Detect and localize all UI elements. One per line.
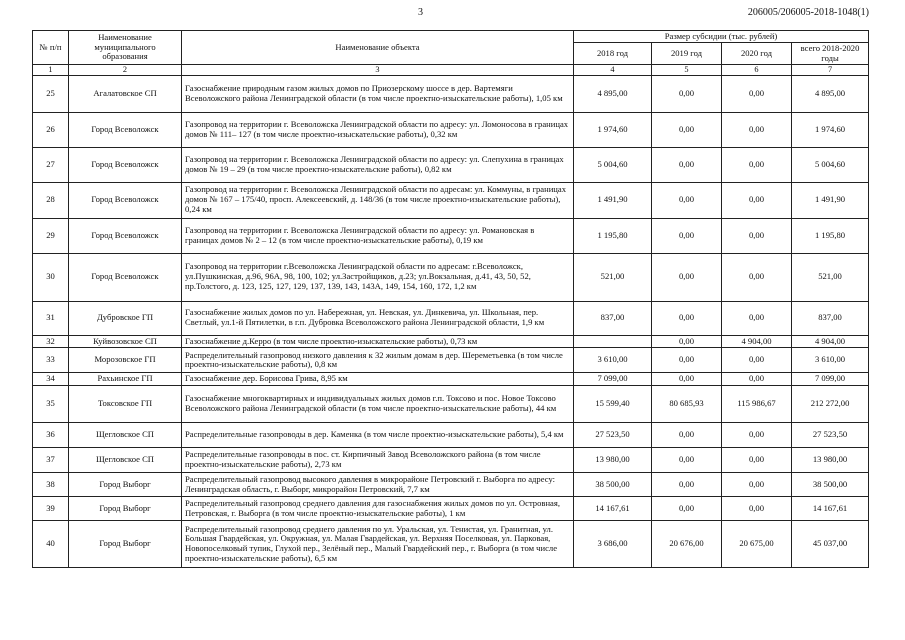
subsidy-2020-cell: 0,00 bbox=[722, 473, 792, 497]
municipality-cell: Токсовское ГП bbox=[69, 386, 182, 423]
subsidy-2020-cell: 115 986,67 bbox=[722, 386, 792, 423]
row-number: 31 bbox=[33, 301, 69, 335]
municipality-cell: Город Выборг bbox=[69, 521, 182, 568]
subsidy-total-cell: 1 195,80 bbox=[792, 218, 869, 253]
header-municipality: Наименование муниципального образования bbox=[69, 31, 182, 65]
row-number: 38 bbox=[33, 473, 69, 497]
municipality-cell: Дубровское ГП bbox=[69, 301, 182, 335]
row-number: 34 bbox=[33, 373, 69, 386]
table-row bbox=[33, 218, 869, 253]
municipality-cell: Рахьинское ГП bbox=[69, 373, 182, 386]
table-row bbox=[33, 448, 869, 473]
page-number: 3 bbox=[418, 7, 423, 18]
subsidy-2019-cell: 0,00 bbox=[652, 75, 722, 112]
row-number: 29 bbox=[33, 218, 69, 253]
column-number: 1 bbox=[33, 65, 69, 76]
subsidy-2018-cell: 14 167,61 bbox=[574, 497, 652, 521]
subsidy-total-cell: 7 099,00 bbox=[792, 373, 869, 386]
object-name-cell: Газопровод на территории г. Всеволожска Ленинградской области по адресу: ул. Ломоносова в границах домов № 111– 127 (в том числе проектно-изыскательские работы), 0,32 км bbox=[182, 112, 574, 147]
column-number: 3 bbox=[182, 65, 574, 76]
column-number: 6 bbox=[722, 65, 792, 76]
subsidy-2018-cell: 38 500,00 bbox=[574, 473, 652, 497]
row-number: 33 bbox=[33, 348, 69, 373]
subsidy-total-cell: 45 037,00 bbox=[792, 521, 869, 568]
subsidy-total-cell: 521,00 bbox=[792, 253, 869, 301]
subsidy-2020-cell: 0,00 bbox=[722, 497, 792, 521]
municipality-cell: Город Всеволожск bbox=[69, 147, 182, 182]
table-row bbox=[33, 301, 869, 335]
subsidy-2020-cell: 0,00 bbox=[722, 75, 792, 112]
row-number: 35 bbox=[33, 386, 69, 423]
row-number: 40 bbox=[33, 521, 69, 568]
object-name-cell: Газоснабжение природным газом жилых домов по Приозерскому шоссе в дер. Вартемяги Всеволожского района Ленинградской области (в том числе проектно-изыскательские работы), 1,05 км bbox=[182, 75, 574, 112]
subsidy-total-cell: 212 272,00 bbox=[792, 386, 869, 423]
object-name-cell: Распределительный газопровод среднего давления для газоснабжения жилых домов по ул. Островная, Петровская, г. Выборга (в том числе проектно-изыскательские работы), 1 км bbox=[182, 497, 574, 521]
object-name-cell: Газоснабжение д.Керро (в том числе проектно-изыскательские работы), 0,73 км bbox=[182, 335, 574, 348]
table-row bbox=[33, 386, 869, 423]
table-row bbox=[33, 335, 869, 348]
table-row bbox=[33, 473, 869, 497]
row-number: 37 bbox=[33, 448, 69, 473]
column-number-row bbox=[33, 65, 869, 76]
row-number: 39 bbox=[33, 497, 69, 521]
row-number: 28 bbox=[33, 182, 69, 218]
subsidy-2020-cell: 0,00 bbox=[722, 348, 792, 373]
header-total: всего 2018-2020 годы bbox=[792, 43, 869, 65]
table-row bbox=[33, 423, 869, 448]
header-num: № п/п bbox=[33, 31, 69, 65]
subsidy-total-cell: 1 974,60 bbox=[792, 112, 869, 147]
municipality-cell: Город Всеволожск bbox=[69, 253, 182, 301]
table-body bbox=[33, 75, 869, 568]
subsidy-2018-cell: 1 491,90 bbox=[574, 182, 652, 218]
subsidy-2018-cell: 521,00 bbox=[574, 253, 652, 301]
subsidy-2020-cell: 0,00 bbox=[722, 301, 792, 335]
subsidy-total-cell: 1 491,90 bbox=[792, 182, 869, 218]
subsidy-total-cell: 14 167,61 bbox=[792, 497, 869, 521]
subsidy-2020-cell: 0,00 bbox=[722, 373, 792, 386]
document-id: 206005/206005-2018-1048(1) bbox=[747, 7, 869, 18]
subsidy-total-cell: 4 904,00 bbox=[792, 335, 869, 348]
subsidy-2020-cell: 0,00 bbox=[722, 423, 792, 448]
subsidy-2018-cell: 3 686,00 bbox=[574, 521, 652, 568]
header-2018: 2018 год bbox=[574, 43, 652, 65]
table-row bbox=[33, 182, 869, 218]
municipality-cell: Город Выборг bbox=[69, 497, 182, 521]
object-name-cell: Газопровод на территории г. Всеволожска Ленинградской области по адресу: ул. Слепухина в границах домов № 19 – 29 (в том числе проектно-изыскательские работы), 0,82 км bbox=[182, 147, 574, 182]
subsidy-2018-cell: 1 195,80 bbox=[574, 218, 652, 253]
row-number: 36 bbox=[33, 423, 69, 448]
subsidy-2018-cell: 4 895,00 bbox=[574, 75, 652, 112]
subsidy-table bbox=[32, 30, 869, 568]
subsidy-2019-cell: 0,00 bbox=[652, 423, 722, 448]
subsidy-2018-cell: 1 974,60 bbox=[574, 112, 652, 147]
object-name-cell: Газоснабжение многоквартирных и индивидуальных жилых домов г.п. Токсово и пос. Новое Токсово Всеволожского района Ленинградской области (в том числе проектно-изыскательские работы), 44 км bbox=[182, 386, 574, 423]
column-number: 2 bbox=[69, 65, 182, 76]
subsidy-2018-cell: 15 599,40 bbox=[574, 386, 652, 423]
subsidy-total-cell: 3 610,00 bbox=[792, 348, 869, 373]
table-row bbox=[33, 112, 869, 147]
table-row bbox=[33, 147, 869, 182]
subsidy-2018-cell: 13 980,00 bbox=[574, 448, 652, 473]
subsidy-2019-cell: 0,00 bbox=[652, 473, 722, 497]
municipality-cell: Город Всеволожск bbox=[69, 112, 182, 147]
subsidy-2019-cell: 0,00 bbox=[652, 218, 722, 253]
object-name-cell: Распределительные газопроводы в пос. ст. Кирпичный Завод Всеволожского района (в том числе проектно-изыскательские работы), 2,73 км bbox=[182, 448, 574, 473]
object-name-cell: Распределительные газопроводы в дер. Каменка (в том числе проектно-изыскательские работы), 5,4 км bbox=[182, 423, 574, 448]
table-row bbox=[33, 75, 869, 112]
row-number: 25 bbox=[33, 75, 69, 112]
object-name-cell: Распределительный газопровод среднего давления по ул. Уральская, ул. Тенистая, ул. Гранитная, ул. Большая Гвардейская, ул. Окружная, ул. Малая Гвардейская, ул. Верхняя Поселковая, ул. Парковая, Новопоселковый тупик, Глухой пер., Зелёный пер., Малый Гвардейский пер., г. Выборга (в том числе проектно-изыскательские работы), 6,5 км bbox=[182, 521, 574, 568]
subsidy-2018-cell: 5 004,60 bbox=[574, 147, 652, 182]
object-name-cell: Распределительный газопровод низкого давления к 32 жилым домам в дер. Шереметьевка (в том числе проектно-изыскательские работы), 0,8 км bbox=[182, 348, 574, 373]
municipality-cell: Щегловское СП bbox=[69, 448, 182, 473]
table-row bbox=[33, 253, 869, 301]
object-name-cell: Газопровод на территории г.Всеволожска Ленинградской области по адресам: г.Всеволожск, ул.Пушкинская, д.96, 96А, 98, 100, 102; ул.Застройщиков, д.23; ул.Вокзальная, д.41, 43, 50, 52, пр.Толстого, д. 123, 125, 127, 129, 137, 139, 143, 143А, 149, 154, 160, 172, 1,2 км bbox=[182, 253, 574, 301]
municipality-cell: Морозовское ГП bbox=[69, 348, 182, 373]
subsidy-2020-cell: 0,00 bbox=[722, 182, 792, 218]
subsidy-2019-cell: 0,00 bbox=[652, 448, 722, 473]
object-name-cell: Газоснабжение жилых домов по ул. Набережная, ул. Невская, ул. Динкевича, ул. Школьная, пер. Светлый, ул.1-й Пятилетки, в г.п. Дубровка Всеволожского района Ленинградской области, 1,9 км bbox=[182, 301, 574, 335]
municipality-cell: Город Выборг bbox=[69, 473, 182, 497]
subsidy-2020-cell: 0,00 bbox=[722, 112, 792, 147]
subsidy-2018-cell: 27 523,50 bbox=[574, 423, 652, 448]
municipality-cell: Город Всеволожск bbox=[69, 182, 182, 218]
municipality-cell: Щегловское СП bbox=[69, 423, 182, 448]
subsidy-2020-cell: 20 675,00 bbox=[722, 521, 792, 568]
subsidy-total-cell: 5 004,60 bbox=[792, 147, 869, 182]
table-header bbox=[33, 31, 869, 76]
subsidy-2019-cell: 0,00 bbox=[652, 112, 722, 147]
subsidy-2019-cell: 0,00 bbox=[652, 182, 722, 218]
municipality-cell: Город Всеволожск bbox=[69, 218, 182, 253]
object-name-cell: Распределительный газопровод высокого давления в микрорайоне Петровский г. Выборга по адресу: Ленинградская область, г. Выборг, микрорайон Петровский, 7,7 км bbox=[182, 473, 574, 497]
row-number: 32 bbox=[33, 335, 69, 348]
row-number: 27 bbox=[33, 147, 69, 182]
row-number: 30 bbox=[33, 253, 69, 301]
subsidy-total-cell: 27 523,50 bbox=[792, 423, 869, 448]
subsidy-2019-cell: 80 685,93 bbox=[652, 386, 722, 423]
municipality-cell: Куйвозовское СП bbox=[69, 335, 182, 348]
object-name-cell: Газопровод на территории г. Всеволожска Ленинградской области по адресам: ул. Коммуны, в границах домов № 167 – 175/40, просп. Алексеевский, д. 148/36 (в том числе проектно-изыскательские работы), 0,24 км bbox=[182, 182, 574, 218]
table-row bbox=[33, 521, 869, 568]
subsidy-2019-cell: 0,00 bbox=[652, 497, 722, 521]
municipality-cell: Агалатовское СП bbox=[69, 75, 182, 112]
subsidy-2019-cell: 20 676,00 bbox=[652, 521, 722, 568]
subsidy-2019-cell: 0,00 bbox=[652, 348, 722, 373]
table-row bbox=[33, 373, 869, 386]
subsidy-2020-cell: 4 904,00 bbox=[722, 335, 792, 348]
row-number: 26 bbox=[33, 112, 69, 147]
subsidy-2018-cell: 837,00 bbox=[574, 301, 652, 335]
table-row bbox=[33, 497, 869, 521]
header-subsidy-group: Размер субсидии (тыс. рублей) bbox=[574, 31, 869, 43]
header-2020: 2020 год bbox=[722, 43, 792, 65]
subsidy-2019-cell: 0,00 bbox=[652, 373, 722, 386]
subsidy-total-cell: 837,00 bbox=[792, 301, 869, 335]
subsidy-2020-cell: 0,00 bbox=[722, 448, 792, 473]
subsidy-2019-cell: 0,00 bbox=[652, 335, 722, 348]
object-name-cell: Газоснабжение дер. Борисова Грива, 8,95 км bbox=[182, 373, 574, 386]
subsidy-2019-cell: 0,00 bbox=[652, 301, 722, 335]
header-2019: 2019 год bbox=[652, 43, 722, 65]
subsidy-2020-cell: 0,00 bbox=[722, 218, 792, 253]
subsidy-2018-cell: 3 610,00 bbox=[574, 348, 652, 373]
table-row bbox=[33, 348, 869, 373]
subsidy-2020-cell: 0,00 bbox=[722, 147, 792, 182]
subsidy-2019-cell: 0,00 bbox=[652, 253, 722, 301]
object-name-cell: Газопровод на территории г. Всеволожска Ленинградской области по адресу: ул. Романовская в границах домов № 2 – 12 (в том числе проектно-изыскательские работы), 0,19 км bbox=[182, 218, 574, 253]
header-object: Наименование объекта bbox=[182, 31, 574, 65]
column-number: 7 bbox=[792, 65, 869, 76]
subsidy-2018-cell bbox=[574, 335, 652, 348]
subsidy-total-cell: 38 500,00 bbox=[792, 473, 869, 497]
subsidy-total-cell: 4 895,00 bbox=[792, 75, 869, 112]
subsidy-2019-cell: 0,00 bbox=[652, 147, 722, 182]
subsidy-2018-cell: 7 099,00 bbox=[574, 373, 652, 386]
subsidy-total-cell: 13 980,00 bbox=[792, 448, 869, 473]
column-number: 4 bbox=[574, 65, 652, 76]
subsidy-2020-cell: 0,00 bbox=[722, 253, 792, 301]
column-number: 5 bbox=[652, 65, 722, 76]
